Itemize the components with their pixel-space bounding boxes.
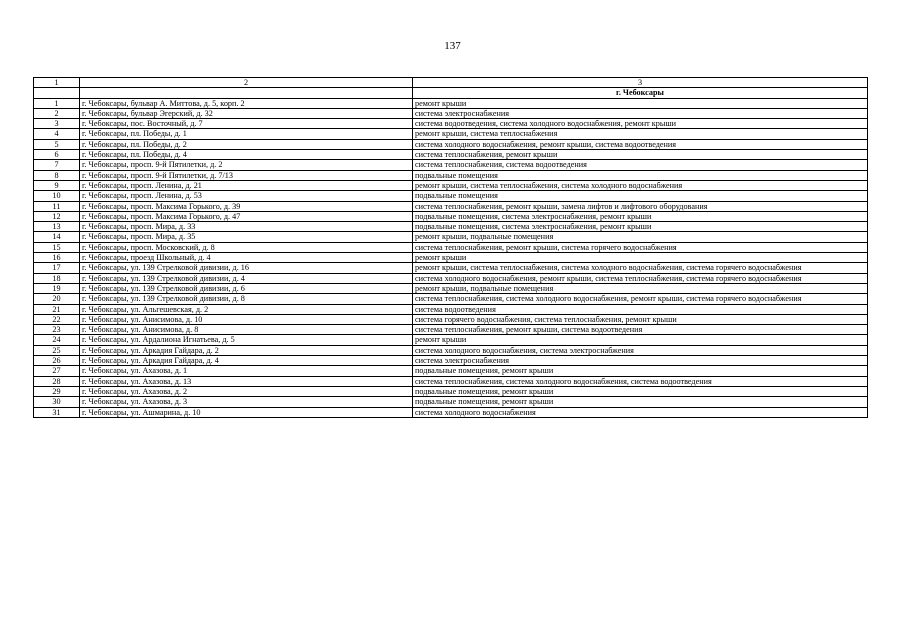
row-address: г. Чебоксары, просп. Ленина, д. 53	[80, 191, 413, 201]
row-number: 23	[34, 325, 80, 335]
row-address: г. Чебоксары, ул. Альгешевская, д. 2	[80, 304, 413, 314]
table-row	[34, 129, 868, 139]
row-repair-works: система теплоснабжения, ремонт крыши	[413, 150, 868, 160]
table-body	[34, 78, 868, 418]
row-number: 20	[34, 294, 80, 304]
row-address: г. Чебоксары, ул. Ахазова, д. 2	[80, 386, 413, 396]
row-number: 4	[34, 129, 80, 139]
row-number: 11	[34, 201, 80, 211]
table-row	[34, 376, 868, 386]
table-row	[34, 139, 868, 149]
row-address: г. Чебоксары, просп. 9-й Пятилетки, д. 2	[80, 160, 413, 170]
table-row	[34, 108, 868, 118]
row-repair-works: подвальные помещения, ремонт крыши	[413, 386, 868, 396]
row-repair-works: ремонт крыши	[413, 253, 868, 263]
table-row	[34, 335, 868, 345]
row-address: г. Чебоксары, ул. Аркадия Гайдара, д. 2	[80, 345, 413, 355]
row-repair-works: система теплоснабжения, система холодного водоснабжения, система водоотведения	[413, 376, 868, 386]
row-number: 14	[34, 232, 80, 242]
row-repair-works: система холодного водоснабжения, ремонт крыши, система водоотведения	[413, 139, 868, 149]
row-number: 5	[34, 139, 80, 149]
row-address: г. Чебоксары, просп. Московский, д. 8	[80, 242, 413, 252]
column-header-3: 3	[413, 78, 868, 88]
table-row	[34, 386, 868, 396]
city-heading-row	[34, 88, 868, 98]
row-address: г. Чебоксары, ул. 139 Стрелковой дивизии, д. 4	[80, 273, 413, 283]
table-row	[34, 356, 868, 366]
row-repair-works: система теплоснабжения, система водоотведения	[413, 160, 868, 170]
table-row	[34, 253, 868, 263]
row-repair-works: система теплоснабжения, система холодного водоснабжения, ремонт крыши, система горячего водоснабжения	[413, 294, 868, 304]
table-row	[34, 160, 868, 170]
row-number: 6	[34, 150, 80, 160]
row-repair-works: система водоотведения, система холодного водоснабжения, ремонт крыши	[413, 119, 868, 129]
row-address: г. Чебоксары, ул. 139 Стрелковой дивизии, д. 16	[80, 263, 413, 273]
row-address: г. Чебоксары, пл. Победы, д. 4	[80, 150, 413, 160]
row-address: г. Чебоксары, просп. Максима Горького, д. 39	[80, 201, 413, 211]
row-repair-works: подвальные помещения	[413, 191, 868, 201]
row-number: 3	[34, 119, 80, 129]
row-address: г. Чебоксары, просп. Мира, д. 35	[80, 232, 413, 242]
row-number: 10	[34, 191, 80, 201]
table-row	[34, 263, 868, 273]
row-repair-works: подвальные помещения, ремонт крыши	[413, 366, 868, 376]
page-number: 137	[444, 40, 461, 52]
row-address: г. Чебоксары, просп. 9-й Пятилетки, д. 7/13	[80, 170, 413, 180]
row-number: 8	[34, 170, 80, 180]
row-address: г. Чебоксары, просп. Максима Горького, д. 47	[80, 211, 413, 221]
row-number: 22	[34, 314, 80, 324]
row-repair-works: подвальные помещения, система электроснабжения, ремонт крыши	[413, 211, 868, 221]
row-address: г. Чебоксары, ул. Анисимова, д. 8	[80, 325, 413, 335]
row-address: г. Чебоксары, ул. 139 Стрелковой дивизии, д. 6	[80, 283, 413, 293]
column-header-2: 2	[80, 78, 413, 88]
table-row	[34, 232, 868, 242]
row-number: 18	[34, 273, 80, 283]
row-repair-works: система холодного водоснабжения, ремонт крыши, система теплоснабжения, система горячего водоснабжения	[413, 273, 868, 283]
row-number: 30	[34, 397, 80, 407]
row-address: г. Чебоксары, пл. Победы, д. 1	[80, 129, 413, 139]
row-address: г. Чебоксары, ул. Ахазова, д. 3	[80, 397, 413, 407]
row-address: г. Чебоксары, проезд Школьный, д. 4	[80, 253, 413, 263]
row-address: г. Чебоксары, ул. Аркадия Гайдара, д. 4	[80, 356, 413, 366]
row-number: 24	[34, 335, 80, 345]
table-row	[34, 366, 868, 376]
row-repair-works: подвальные помещения, система электроснабжения, ремонт крыши	[413, 222, 868, 232]
row-repair-works: ремонт крыши, система теплоснабжения	[413, 129, 868, 139]
row-repair-works: система водоотведения	[413, 304, 868, 314]
column-header-1: 1	[34, 78, 80, 88]
row-repair-works: ремонт крыши	[413, 335, 868, 345]
row-address: г. Чебоксары, бульвар А. Миттова, д. 5, корп. 2	[80, 98, 413, 108]
city-heading-spacer	[34, 88, 80, 98]
row-number: 29	[34, 386, 80, 396]
table-row	[34, 345, 868, 355]
row-repair-works: система электроснабжения	[413, 108, 868, 118]
row-number: 9	[34, 180, 80, 190]
row-number: 16	[34, 253, 80, 263]
table-row	[34, 314, 868, 324]
table-row	[34, 283, 868, 293]
table-row	[34, 242, 868, 252]
row-number: 19	[34, 283, 80, 293]
table-row	[34, 273, 868, 283]
row-address: г. Чебоксары, ул. Ардалиона Игнатьева, д. 5	[80, 335, 413, 345]
row-number: 2	[34, 108, 80, 118]
table-row	[34, 397, 868, 407]
row-repair-works: система горячего водоснабжения, система теплоснабжения, ремонт крыши	[413, 314, 868, 324]
row-address: г. Чебоксары, пл. Победы, д. 2	[80, 139, 413, 149]
table-row	[34, 294, 868, 304]
row-repair-works: ремонт крыши, система теплоснабжения, система холодного водоснабжения, система горячего водоснабжения	[413, 263, 868, 273]
row-number: 26	[34, 356, 80, 366]
row-address: г. Чебоксары, ул. Ашмарина, д. 10	[80, 407, 413, 417]
row-address: г. Чебоксары, просп. Мира, д. 33	[80, 222, 413, 232]
table-row	[34, 170, 868, 180]
table-row	[34, 150, 868, 160]
row-repair-works: система электроснабжения	[413, 356, 868, 366]
table-row	[34, 325, 868, 335]
row-address: г. Чебоксары, ул. 139 Стрелковой дивизии, д. 8	[80, 294, 413, 304]
city-heading-spacer	[80, 88, 413, 98]
row-address: г. Чебоксары, ул. Анисимова, д. 10	[80, 314, 413, 324]
row-repair-works: система теплоснабжения, ремонт крыши, система водоотведения	[413, 325, 868, 335]
city-heading: г. Чебоксары	[413, 88, 868, 98]
row-address: г. Чебоксары, ул. Ахазова, д. 13	[80, 376, 413, 386]
row-address: г. Чебоксары, бульвар Эгерский, д. 32	[80, 108, 413, 118]
table-row	[34, 304, 868, 314]
table-row	[34, 191, 868, 201]
row-repair-works: система холодного водоснабжения	[413, 407, 868, 417]
row-repair-works: система теплоснабжения, ремонт крыши, замена лифтов и лифтового оборудования	[413, 201, 868, 211]
row-repair-works: подвальные помещения, ремонт крыши	[413, 397, 868, 407]
row-number: 1	[34, 98, 80, 108]
row-number: 12	[34, 211, 80, 221]
row-number: 27	[34, 366, 80, 376]
row-repair-works: система холодного водоснабжения, система электроснабжения	[413, 345, 868, 355]
table-row	[34, 211, 868, 221]
row-repair-works: подвальные помещения	[413, 170, 868, 180]
row-repair-works: система теплоснабжения, ремонт крыши, система горячего водоснабжения	[413, 242, 868, 252]
table-row	[34, 180, 868, 190]
row-number: 28	[34, 376, 80, 386]
row-address: г. Чебоксары, пос. Восточный, д. 7	[80, 119, 413, 129]
table-row	[34, 407, 868, 417]
row-repair-works: ремонт крыши, подвальные помещения	[413, 283, 868, 293]
buildings-repair-table	[33, 77, 868, 418]
row-number: 17	[34, 263, 80, 273]
row-address: г. Чебоксары, ул. Ахазова, д. 1	[80, 366, 413, 376]
row-repair-works: ремонт крыши	[413, 98, 868, 108]
row-number: 31	[34, 407, 80, 417]
row-repair-works: ремонт крыши, подвальные помещения	[413, 232, 868, 242]
row-repair-works: ремонт крыши, система теплоснабжения, система холодного водоснабжения	[413, 180, 868, 190]
row-number: 13	[34, 222, 80, 232]
row-number: 15	[34, 242, 80, 252]
column-number-row	[34, 78, 868, 88]
table-row	[34, 201, 868, 211]
table-row	[34, 98, 868, 108]
table-row	[34, 119, 868, 129]
row-number: 21	[34, 304, 80, 314]
row-address: г. Чебоксары, просп. Ленина, д. 21	[80, 180, 413, 190]
row-number: 7	[34, 160, 80, 170]
table-row	[34, 222, 868, 232]
row-number: 25	[34, 345, 80, 355]
